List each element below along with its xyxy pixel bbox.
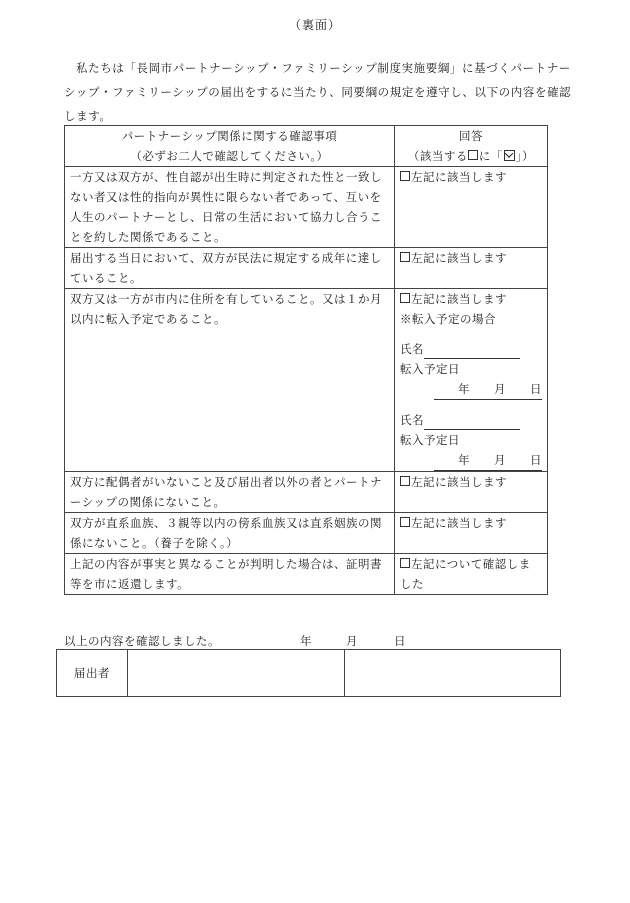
answer-checkbox[interactable]: 左記に該当します bbox=[400, 472, 542, 492]
checkbox-icon[interactable] bbox=[400, 517, 410, 527]
checkbox-icon[interactable] bbox=[400, 558, 410, 568]
signature-table bbox=[56, 649, 561, 697]
row-answer bbox=[395, 513, 548, 554]
row-item: 双方が直系血族、３親等以内の傍系血族又は直系姻族の関係にないこと。（養子を除く。） bbox=[65, 513, 395, 554]
row-answer bbox=[395, 248, 548, 289]
table-row bbox=[65, 167, 548, 248]
page-heading: （裏面） bbox=[288, 18, 341, 32]
header-items bbox=[65, 126, 395, 167]
row-answer bbox=[395, 167, 548, 248]
row-item: 双方に配偶者がいないこと及び届出者以外の者とパートナーシップの関係にないこと。 bbox=[65, 472, 395, 513]
answer-checkbox[interactable]: 左記に該当します bbox=[400, 248, 542, 268]
row-answer bbox=[395, 289, 548, 472]
table-row bbox=[65, 289, 548, 472]
name-field-1[interactable]: 氏名 bbox=[400, 339, 542, 359]
row-item: 上記の内容が事実と異なることが判明した場合は、証明書等を市に返還します。 bbox=[65, 554, 395, 595]
table-row bbox=[65, 513, 548, 554]
row-answer bbox=[395, 554, 548, 595]
row-item: 双方又は一方が市内に住所を有していること。又は１か月以内に転入予定であること。 bbox=[65, 289, 395, 472]
table-row bbox=[65, 472, 548, 513]
empty-checkbox-icon bbox=[468, 150, 478, 160]
confirmation-day: 日 bbox=[394, 634, 406, 648]
move-in-date-field-2[interactable]: 年 月 日 bbox=[434, 450, 542, 471]
row-answer bbox=[395, 472, 548, 513]
answer-checkbox[interactable]: 左記に該当します bbox=[400, 167, 542, 187]
header-items-title: パートナーシップ関係に関する確認事項 bbox=[121, 129, 338, 143]
row-item: 一方又は双方が、性自認が出生時に判定された性と一致しない者又は性的指向が異性に限らない者であって、互いを人生のパートナーとし、日常の生活において協力し合うことを約した関係であること。 bbox=[65, 167, 395, 248]
table-row bbox=[65, 248, 548, 289]
checkbox-icon[interactable] bbox=[400, 252, 410, 262]
confirmation-table bbox=[64, 125, 548, 595]
table-header-row bbox=[65, 126, 548, 167]
signature-box-2[interactable] bbox=[345, 650, 561, 697]
row-item: 届出する当日において、双方が民法に規定する成年に達していること。 bbox=[65, 248, 395, 289]
checked-checkbox-icon bbox=[504, 150, 515, 161]
confirmation-month: 月 bbox=[346, 634, 358, 648]
header-answer-instruction: （該当する に「 」） bbox=[407, 149, 535, 163]
header-answer bbox=[395, 126, 548, 167]
checkbox-icon[interactable] bbox=[400, 293, 410, 303]
move-in-date-field-1[interactable]: 年 月 日 bbox=[434, 379, 542, 400]
answer-checkbox[interactable]: 左記に該当します bbox=[400, 289, 542, 309]
move-in-note: ※転入予定の場合 bbox=[400, 312, 496, 326]
table-row bbox=[65, 554, 548, 595]
header-items-note: （必ずお二人で確認してください。） bbox=[130, 149, 329, 163]
answer-checkbox[interactable]: 左記について確認しました bbox=[400, 557, 531, 591]
checkbox-icon[interactable] bbox=[400, 476, 410, 486]
checkbox-icon[interactable] bbox=[400, 171, 410, 181]
move-in-date-label-1: 転入予定日 bbox=[400, 362, 460, 376]
intro-paragraph: 私たちは「長岡市パートナーシップ・ファミリーシップ制度実施要綱」に基づくパートナーシップ・ファミリーシップの届出をするに当たり、同要綱の規定を遵守し、以下の内容を確認します。 bbox=[64, 61, 572, 123]
answer-checkbox[interactable]: 左記に該当します bbox=[400, 513, 542, 533]
header-answer-title: 回答 bbox=[459, 129, 483, 143]
confirmation-statement bbox=[64, 633, 564, 649]
move-in-date-label-2: 転入予定日 bbox=[400, 433, 460, 447]
name-field-2[interactable]: 氏名 bbox=[400, 410, 542, 430]
confirmation-text: 以上の内容を確認しました。 bbox=[64, 634, 220, 648]
signature-box-1[interactable] bbox=[128, 650, 345, 697]
confirmation-year: 年 bbox=[300, 634, 312, 648]
signature-label: 届出者 bbox=[57, 650, 128, 697]
